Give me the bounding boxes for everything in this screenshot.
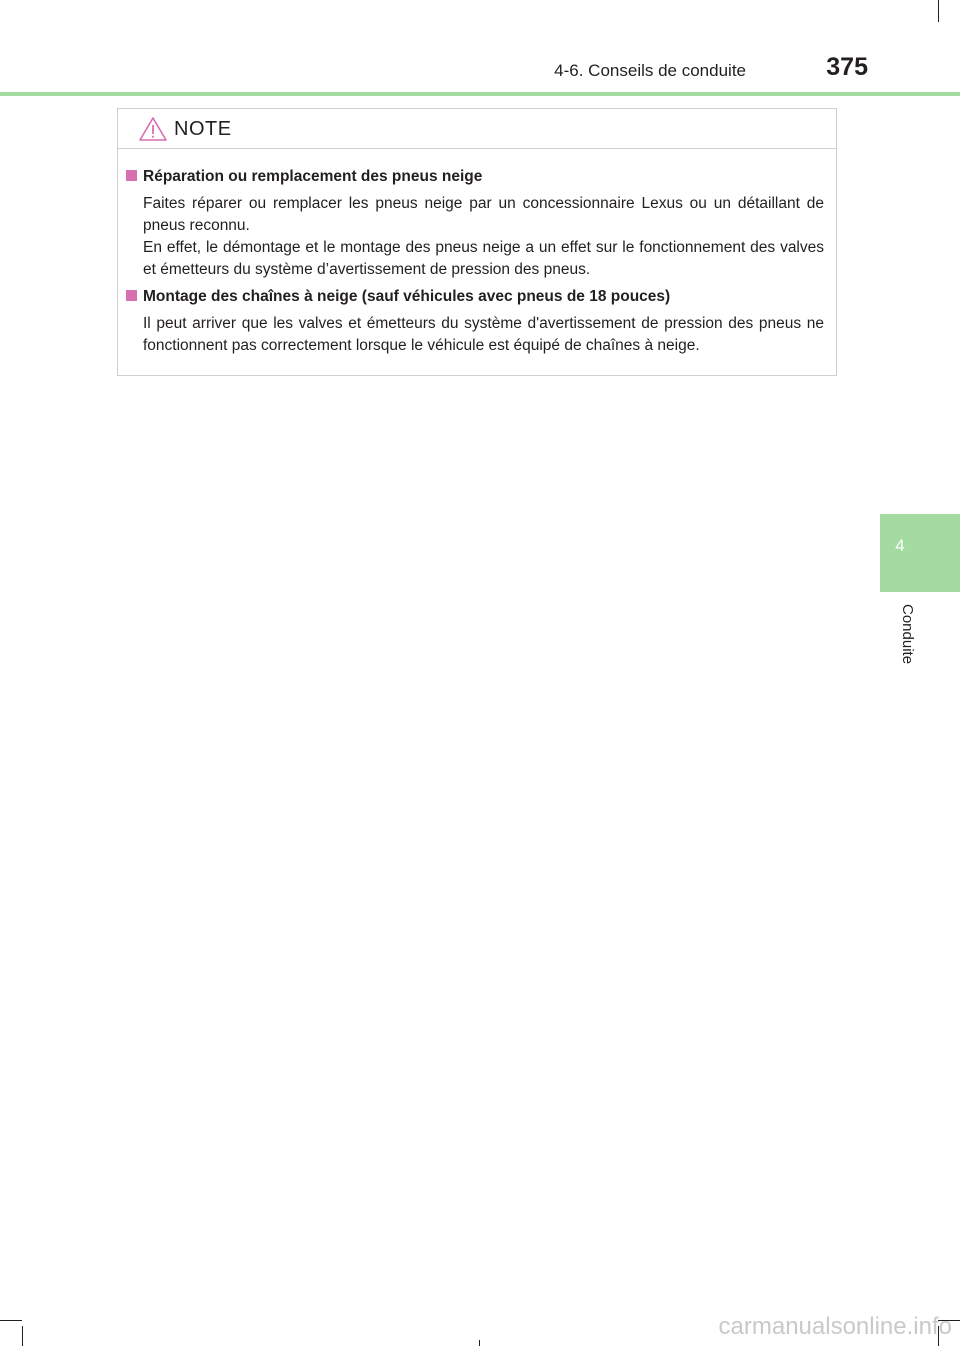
crop-mark	[479, 1340, 480, 1346]
crop-mark	[938, 0, 939, 22]
page-number: 375	[826, 53, 868, 81]
square-bullet-icon	[126, 170, 137, 181]
note-item-body	[143, 193, 824, 281]
note-item-heading-text: Réparation ou remplacement des pneus neige	[143, 168, 483, 185]
note-item-heading	[126, 287, 824, 307]
note-box	[117, 108, 837, 376]
section-title: 4-6. Conseils de conduite	[554, 61, 746, 80]
chapter-number: 4	[895, 536, 905, 555]
note-paragraph: Faites réparer ou remplacer les pneus neige par un concessionnaire Lexus ou un détaillant de pneus reconnu.	[143, 195, 824, 234]
note-title: NOTE	[174, 118, 232, 140]
note-item	[126, 287, 824, 357]
crop-mark	[0, 1320, 22, 1321]
crop-mark	[22, 1326, 23, 1346]
warning-triangle-icon	[138, 116, 168, 142]
watermark: carmanualsonline.info	[718, 1313, 952, 1340]
note-item-body	[143, 313, 824, 357]
chapter-tab	[880, 514, 960, 592]
note-header	[118, 109, 836, 149]
note-paragraph: Il peut arriver que les valves et émetteurs du système d'avertissement de pression des pneus ne fonctionnent pas correctement lorsque le véhicule est équipé de chaînes à neige.	[143, 315, 824, 354]
chapter-label	[896, 604, 918, 684]
chapter-label-text: Conduite	[899, 604, 916, 665]
note-item	[126, 167, 824, 281]
note-item-heading	[126, 167, 824, 187]
note-item-heading-text: Montage des chaînes à neige (sauf véhicules avec pneus de 18 pouces)	[143, 288, 671, 305]
header-divider	[0, 92, 960, 96]
note-paragraph: En effet, le démontage et le montage des pneus neige a un effet sur le fonctionnement des valves et émetteurs du système d’avertissement de pression des pneus.	[143, 239, 824, 278]
square-bullet-icon	[126, 290, 137, 301]
